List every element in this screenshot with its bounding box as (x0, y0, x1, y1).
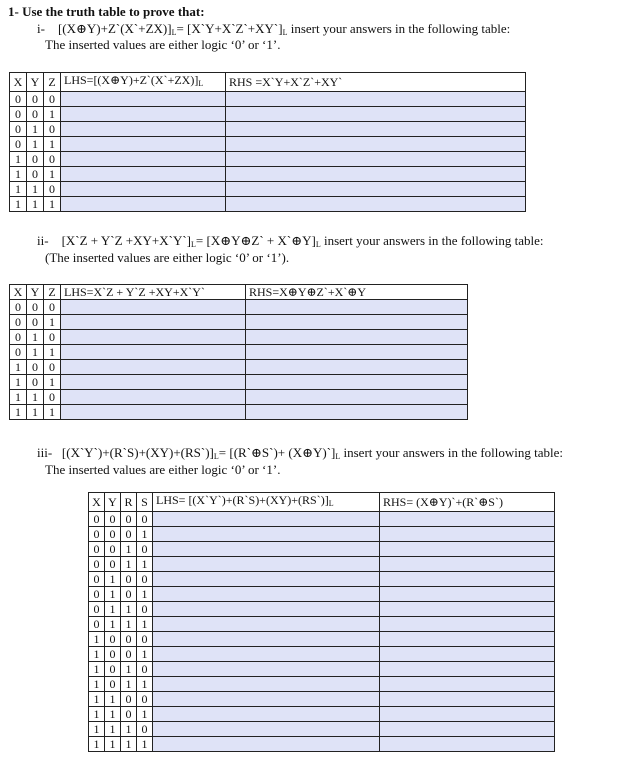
q1-header-lhs: $LHS=[(X\oplus Y)+Z`(X`+ZX)]_L$ (61, 73, 226, 92)
rhs-answer-cell[interactable] (380, 647, 555, 662)
table-row (10, 122, 526, 137)
lhs-answer-cell[interactable] (61, 182, 226, 197)
table-row (10, 315, 468, 330)
input-value-cell: 1 (10, 375, 27, 390)
lhs-answer-cell[interactable] (153, 542, 380, 557)
table-row (89, 587, 555, 602)
q3-header-row (89, 493, 555, 512)
rhs-answer-cell[interactable] (246, 405, 468, 420)
lhs-answer-cell[interactable] (61, 360, 246, 375)
table-row (10, 390, 468, 405)
rhs-answer-cell[interactable] (380, 737, 555, 752)
lhs-answer-cell[interactable] (61, 152, 226, 167)
lhs-answer-cell[interactable] (61, 300, 246, 315)
q1-expression: $[(X\oplus Y)+Z`(X`+ZX)]_L=$ $[X`Y+X`Z`+XY`]_L$ insert your answers in the following table: (57, 21, 511, 37)
rhs-answer-cell[interactable] (380, 722, 555, 737)
table-row (89, 527, 555, 542)
table-row (89, 737, 555, 752)
input-value-cell: 1 (137, 557, 153, 572)
q1-header-row (10, 73, 526, 92)
input-value-cell: 0 (105, 677, 121, 692)
q3-header-rhs: RHS= (X⊕Y)`+(R`⊕S`) (380, 493, 555, 512)
input-value-cell: 1 (44, 167, 61, 182)
input-value-cell: 0 (89, 572, 105, 587)
rhs-answer-cell[interactable] (380, 602, 555, 617)
input-value-cell: 0 (121, 572, 137, 587)
input-value-cell: 1 (27, 330, 44, 345)
table-row (89, 677, 555, 692)
input-value-cell: 1 (105, 602, 121, 617)
input-value-cell: 1 (137, 587, 153, 602)
q3-label: iii- (37, 445, 53, 460)
input-value-cell: 0 (10, 345, 27, 360)
input-value-cell: 1 (137, 647, 153, 662)
input-value-cell: 0 (137, 692, 153, 707)
rhs-answer-cell[interactable] (380, 542, 555, 557)
lhs-answer-cell[interactable] (153, 527, 380, 542)
q2-header-lhs: LHS=X`Z + Y`Z +XY+X`Y` (61, 285, 246, 300)
input-value-cell: 1 (89, 707, 105, 722)
table-row (89, 692, 555, 707)
rhs-answer-cell[interactable] (380, 632, 555, 647)
input-value-cell: 0 (89, 617, 105, 632)
input-value-cell: 1 (105, 722, 121, 737)
input-value-cell: 0 (27, 167, 44, 182)
table-row (10, 345, 468, 360)
input-value-cell: 1 (10, 182, 27, 197)
rhs-answer-cell[interactable] (226, 137, 526, 152)
rhs-answer-cell[interactable] (380, 707, 555, 722)
table-row (10, 360, 468, 375)
rhs-answer-cell[interactable] (380, 692, 555, 707)
input-value-cell: 0 (105, 632, 121, 647)
input-value-cell: 0 (44, 152, 61, 167)
lhs-answer-cell[interactable] (153, 707, 380, 722)
input-value-cell: 1 (105, 572, 121, 587)
input-value-cell: 0 (121, 512, 137, 527)
lhs-answer-cell[interactable] (61, 167, 226, 182)
input-value-cell: 0 (121, 647, 137, 662)
input-value-cell: 1 (121, 602, 137, 617)
q2-truth-table (9, 284, 468, 420)
input-value-cell: 1 (121, 557, 137, 572)
input-value-cell: 1 (27, 182, 44, 197)
q2-label: ii- (37, 233, 49, 248)
lhs-answer-cell[interactable] (61, 390, 246, 405)
lhs-answer-cell[interactable] (61, 92, 226, 107)
input-value-cell: 1 (27, 137, 44, 152)
lhs-answer-cell[interactable] (61, 345, 246, 360)
table-row (89, 647, 555, 662)
input-value-cell: 1 (10, 197, 27, 212)
input-value-cell: 1 (89, 692, 105, 707)
input-value-cell: 1 (137, 707, 153, 722)
q1-note: The inserted values are either logic ‘0’ or ‘1’. (45, 37, 281, 52)
input-value-cell: 0 (137, 722, 153, 737)
input-value-cell: 1 (121, 677, 137, 692)
input-value-cell: 0 (89, 602, 105, 617)
q2-header-y: Y (27, 285, 44, 300)
input-value-cell: 0 (10, 92, 27, 107)
lhs-answer-cell[interactable] (61, 197, 226, 212)
input-value-cell: 1 (10, 390, 27, 405)
input-value-cell: 0 (105, 512, 121, 527)
q3-truth-table (88, 492, 555, 752)
input-value-cell: 0 (27, 107, 44, 122)
input-value-cell: 1 (137, 527, 153, 542)
input-value-cell: 1 (27, 197, 44, 212)
table-row (89, 707, 555, 722)
rhs-answer-cell[interactable] (226, 167, 526, 182)
input-value-cell: 0 (44, 390, 61, 405)
q1-truth-table (9, 72, 526, 212)
rhs-answer-cell[interactable] (246, 300, 468, 315)
input-value-cell: 0 (27, 300, 44, 315)
table-row (10, 152, 526, 167)
lhs-answer-cell[interactable] (153, 692, 380, 707)
lhs-answer-cell[interactable] (153, 572, 380, 587)
input-value-cell: 1 (89, 677, 105, 692)
input-value-cell: 1 (44, 405, 61, 420)
q3-header-r: R (121, 493, 137, 512)
rhs-answer-cell[interactable] (246, 390, 468, 405)
table-row (10, 137, 526, 152)
lhs-answer-cell[interactable] (153, 617, 380, 632)
input-value-cell: 0 (121, 527, 137, 542)
q2-header-rhs: RHS=X⊕Y⊕Z`+X`⊕Y (246, 285, 468, 300)
q3-header-y: Y (105, 493, 121, 512)
input-value-cell: 0 (89, 527, 105, 542)
lhs-answer-cell[interactable] (61, 315, 246, 330)
input-value-cell: 1 (27, 122, 44, 137)
lhs-answer-cell[interactable] (153, 632, 380, 647)
input-value-cell: 1 (89, 632, 105, 647)
rhs-answer-cell[interactable] (380, 662, 555, 677)
input-value-cell: 1 (121, 542, 137, 557)
lhs-answer-cell[interactable] (61, 137, 226, 152)
table-row (89, 512, 555, 527)
rhs-answer-cell[interactable] (226, 197, 526, 212)
input-value-cell: 0 (10, 300, 27, 315)
q3-note: The inserted values are either logic ‘0’ or ‘1’. (45, 462, 281, 477)
rhs-answer-cell[interactable] (226, 92, 526, 107)
input-value-cell: 1 (10, 167, 27, 182)
rhs-answer-cell[interactable] (380, 587, 555, 602)
lhs-answer-cell[interactable] (153, 512, 380, 527)
lhs-answer-cell[interactable] (61, 330, 246, 345)
input-value-cell: 1 (137, 617, 153, 632)
input-value-cell: 1 (27, 405, 44, 420)
table-row (89, 542, 555, 557)
lhs-answer-cell[interactable] (153, 737, 380, 752)
rhs-answer-cell[interactable] (226, 107, 526, 122)
input-value-cell: 1 (10, 405, 27, 420)
rhs-answer-cell[interactable] (246, 375, 468, 390)
input-value-cell: 1 (44, 107, 61, 122)
input-value-cell: 0 (27, 360, 44, 375)
input-value-cell: 1 (44, 315, 61, 330)
exercise-heading: 1- Use the truth table to prove that: (8, 4, 205, 19)
lhs-answer-cell[interactable] (61, 107, 226, 122)
input-value-cell: 1 (121, 737, 137, 752)
input-value-cell: 1 (27, 345, 44, 360)
table-row (10, 182, 526, 197)
rhs-answer-cell[interactable] (226, 152, 526, 167)
rhs-answer-cell[interactable] (246, 360, 468, 375)
input-value-cell: 1 (44, 197, 61, 212)
q2-header-x: X (10, 285, 27, 300)
input-value-cell: 0 (27, 92, 44, 107)
table-row (10, 330, 468, 345)
input-value-cell: 0 (44, 182, 61, 197)
table-row (10, 107, 526, 122)
input-value-cell: 1 (105, 587, 121, 602)
input-value-cell: 1 (105, 692, 121, 707)
table-row (10, 197, 526, 212)
input-value-cell: 1 (121, 662, 137, 677)
q2-note: (The inserted values are either logic ‘0’ or ‘1’). (45, 250, 290, 265)
table-row (89, 662, 555, 677)
input-value-cell: 1 (89, 722, 105, 737)
input-value-cell: 1 (10, 360, 27, 375)
lhs-answer-cell[interactable] (153, 587, 380, 602)
table-row (89, 722, 555, 737)
input-value-cell: 0 (89, 542, 105, 557)
rhs-answer-cell[interactable] (380, 677, 555, 692)
input-value-cell: 0 (44, 360, 61, 375)
table-row (10, 167, 526, 182)
rhs-answer-cell[interactable] (246, 330, 468, 345)
input-value-cell: 1 (105, 617, 121, 632)
input-value-cell: 0 (44, 330, 61, 345)
rhs-answer-cell[interactable] (226, 182, 526, 197)
input-value-cell: 0 (137, 542, 153, 557)
table-row (89, 557, 555, 572)
input-value-cell: 0 (121, 587, 137, 602)
input-value-cell: 1 (121, 617, 137, 632)
input-value-cell: 0 (105, 527, 121, 542)
input-value-cell: 1 (89, 662, 105, 677)
input-value-cell: 1 (44, 137, 61, 152)
lhs-answer-cell[interactable] (153, 602, 380, 617)
input-value-cell: 1 (89, 737, 105, 752)
table-row (89, 632, 555, 647)
input-value-cell: 0 (10, 107, 27, 122)
input-value-cell: 0 (105, 542, 121, 557)
input-value-cell: 0 (89, 557, 105, 572)
q3-header-s: S (137, 493, 153, 512)
input-value-cell: 0 (121, 692, 137, 707)
input-value-cell: 0 (137, 632, 153, 647)
input-value-cell: 0 (105, 647, 121, 662)
input-value-cell: 1 (137, 677, 153, 692)
table-row (89, 617, 555, 632)
q3-expression: $[(X`Y`)+(R`S)+(XY)+(RS`)]_L=$ [(R`⊕S`)+ $(X\oplus Y)`]_L$ insert your answers in the following table: (61, 445, 564, 461)
input-value-cell: 0 (44, 92, 61, 107)
table-row (10, 92, 526, 107)
lhs-answer-cell[interactable] (61, 405, 246, 420)
input-value-cell: 0 (10, 137, 27, 152)
input-value-cell: 0 (10, 315, 27, 330)
lhs-answer-cell[interactable] (153, 647, 380, 662)
input-value-cell: 0 (137, 662, 153, 677)
table-row (10, 405, 468, 420)
rhs-answer-cell[interactable] (246, 345, 468, 360)
lhs-answer-cell[interactable] (61, 375, 246, 390)
rhs-answer-cell[interactable] (380, 512, 555, 527)
q3-header-lhs: $LHS= [(X`Y`)+(R`S)+(XY)+(RS`)]_L$ (153, 493, 380, 512)
rhs-answer-cell[interactable] (226, 122, 526, 137)
input-value-cell: 0 (89, 512, 105, 527)
q1-header-z: Z (44, 73, 61, 92)
input-value-cell: 0 (89, 587, 105, 602)
q1-header-x: X (10, 73, 27, 92)
input-value-cell: 1 (27, 390, 44, 405)
input-value-cell: 0 (137, 512, 153, 527)
input-value-cell: 0 (44, 122, 61, 137)
input-value-cell: 1 (137, 737, 153, 752)
input-value-cell: 0 (27, 152, 44, 167)
input-value-cell: 1 (105, 737, 121, 752)
lhs-answer-cell[interactable] (153, 557, 380, 572)
rhs-answer-cell[interactable] (380, 527, 555, 542)
input-value-cell: 0 (44, 300, 61, 315)
input-value-cell: 1 (121, 722, 137, 737)
table-row (10, 300, 468, 315)
q2-header-row (10, 285, 468, 300)
input-value-cell: 0 (121, 632, 137, 647)
rhs-answer-cell[interactable] (380, 572, 555, 587)
input-value-cell: 1 (10, 152, 27, 167)
input-value-cell: 0 (27, 315, 44, 330)
lhs-answer-cell[interactable] (153, 722, 380, 737)
input-value-cell: 0 (10, 122, 27, 137)
input-value-cell: 1 (44, 375, 61, 390)
q2-expression: [X`Z + Y`Z $+XY+X`Y`]_L=$ [X⊕Y⊕Z` + $X`\oplus Y]_L$ insert your answers in the following table: (61, 233, 544, 249)
input-value-cell: 0 (10, 330, 27, 345)
input-value-cell: 0 (121, 707, 137, 722)
rhs-answer-cell[interactable] (380, 617, 555, 632)
input-value-cell: 1 (89, 647, 105, 662)
input-value-cell: 0 (105, 557, 121, 572)
table-row (10, 375, 468, 390)
table-row (89, 572, 555, 587)
q2-header-z: Z (44, 285, 61, 300)
input-value-cell: 0 (27, 375, 44, 390)
rhs-answer-cell[interactable] (246, 315, 468, 330)
input-value-cell: 0 (137, 602, 153, 617)
q1-header-y: Y (27, 73, 44, 92)
input-value-cell: 0 (137, 572, 153, 587)
lhs-answer-cell[interactable] (61, 122, 226, 137)
input-value-cell: 1 (105, 707, 121, 722)
q3-header-x: X (89, 493, 105, 512)
q1-header-rhs: RHS =X`Y+X`Z`+XY` (226, 73, 526, 92)
input-value-cell: 1 (44, 345, 61, 360)
table-row (89, 602, 555, 617)
rhs-answer-cell[interactable] (380, 557, 555, 572)
q1-label: i- (37, 21, 45, 36)
input-value-cell: 0 (105, 662, 121, 677)
lhs-answer-cell[interactable] (153, 677, 380, 692)
lhs-answer-cell[interactable] (153, 662, 380, 677)
